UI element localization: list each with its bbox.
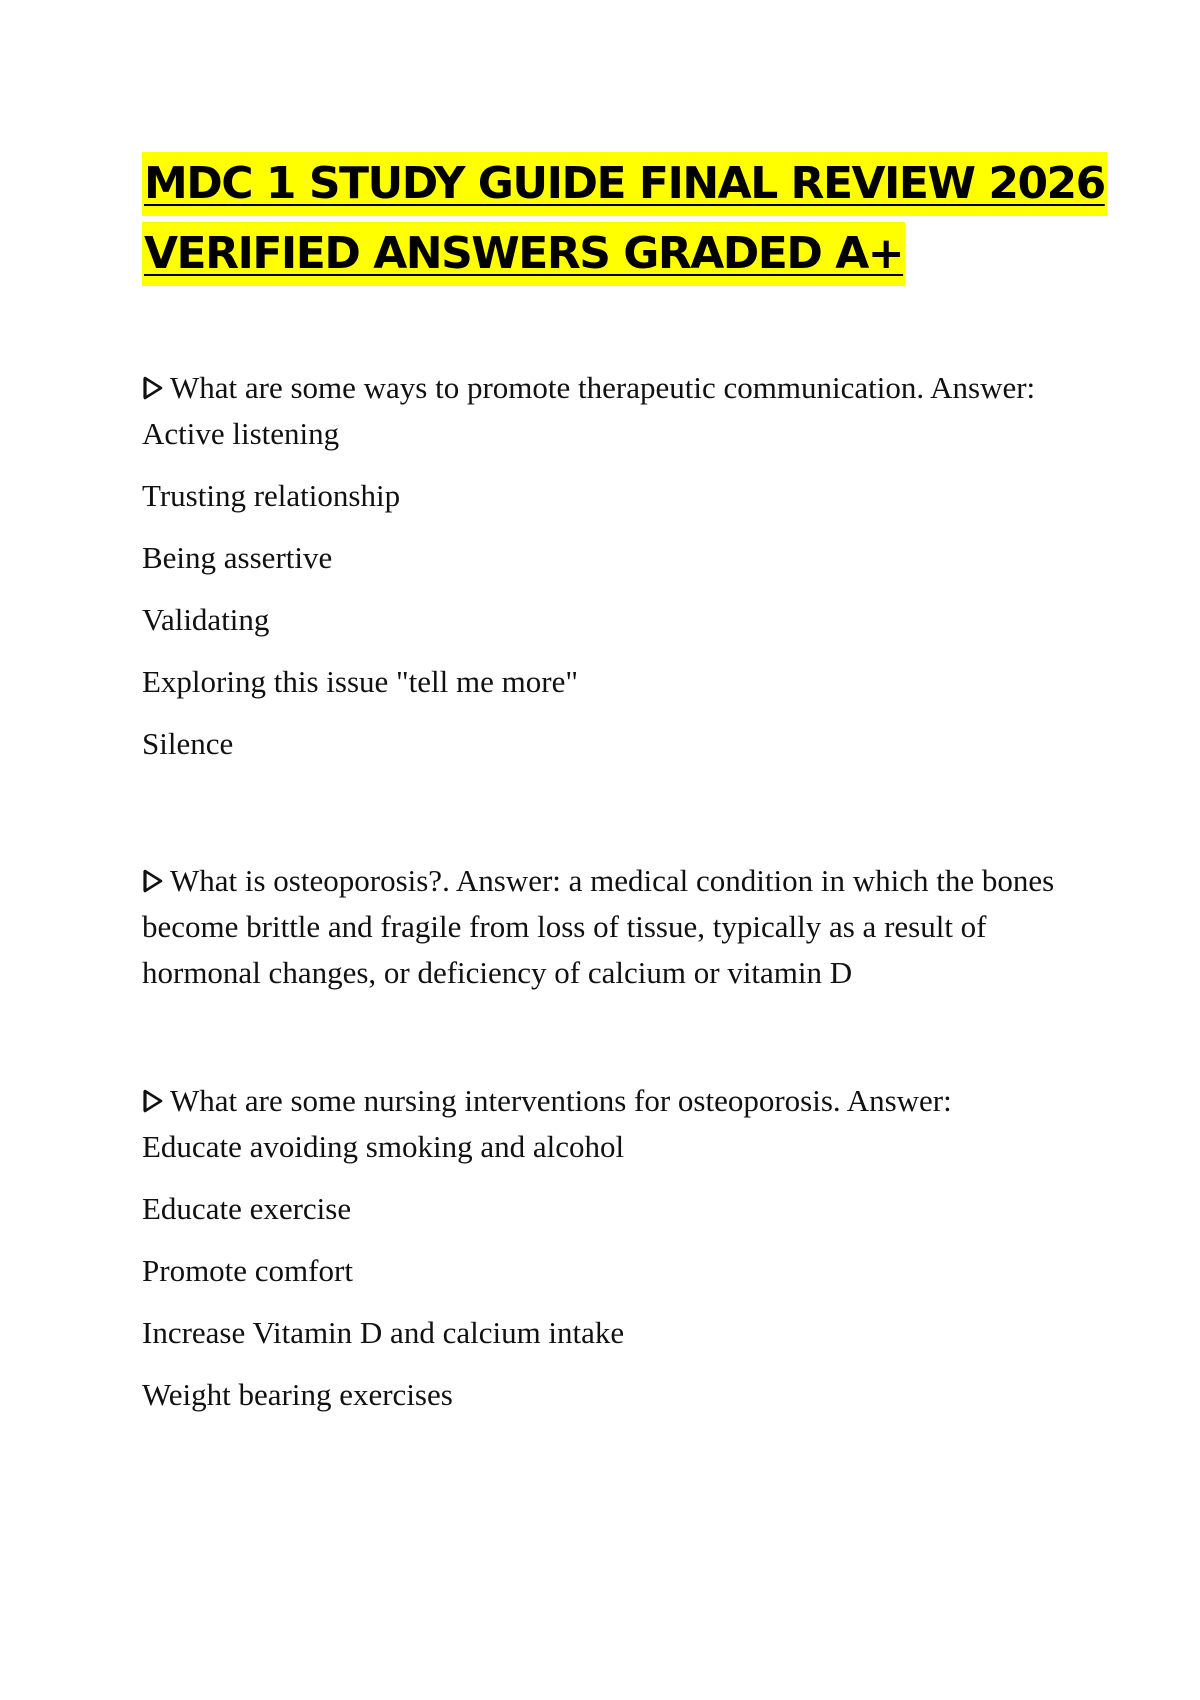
qa-block-1 (142, 365, 1062, 767)
question-1-text: What are some ways to promote therapeutic communication. Answer: (170, 370, 1036, 405)
list-item: Promote comfort (142, 1253, 353, 1288)
title-line-1: MDC 1 STUDY GUIDE FINAL REVIEW 2026 (142, 152, 1107, 216)
question-2 (142, 858, 1062, 996)
title-line-2: VERIFIED ANSWERS GRADED A+ (142, 222, 905, 286)
qa-block-2 (142, 858, 1062, 996)
list-item: Silence (142, 726, 234, 761)
triangle-arrow-icon (142, 1088, 164, 1114)
question-2-text: What is osteoporosis?. Answer: a medical condition in which the bones become brittle and fragile from loss of tissue, typically as a result of hormonal changes, or deficiency of calcium or vitamin D (142, 863, 1055, 990)
list-item: Trusting relationship (142, 478, 401, 513)
list-item: Educate exercise (142, 1191, 352, 1226)
triangle-arrow-icon (142, 868, 164, 894)
list-item: Increase Vitamin D and calcium intake (142, 1315, 625, 1350)
question-3-text: What are some nursing interventions for osteoporosis. Answer: (170, 1083, 952, 1118)
question-1 (142, 365, 1062, 411)
answer-3-first: Educate avoiding smoking and alcohol (142, 1129, 625, 1164)
list-item: Weight bearing exercises (142, 1377, 453, 1412)
list-item: Being assertive (142, 540, 333, 575)
answer-1-first: Active listening (142, 416, 340, 451)
document-title (142, 152, 1105, 292)
list-item: Exploring this issue "tell me more" (142, 664, 578, 699)
qa-block-3 (142, 1078, 1062, 1418)
question-3 (142, 1078, 1062, 1124)
list-item: Validating (142, 602, 270, 637)
triangle-arrow-icon (142, 375, 164, 401)
